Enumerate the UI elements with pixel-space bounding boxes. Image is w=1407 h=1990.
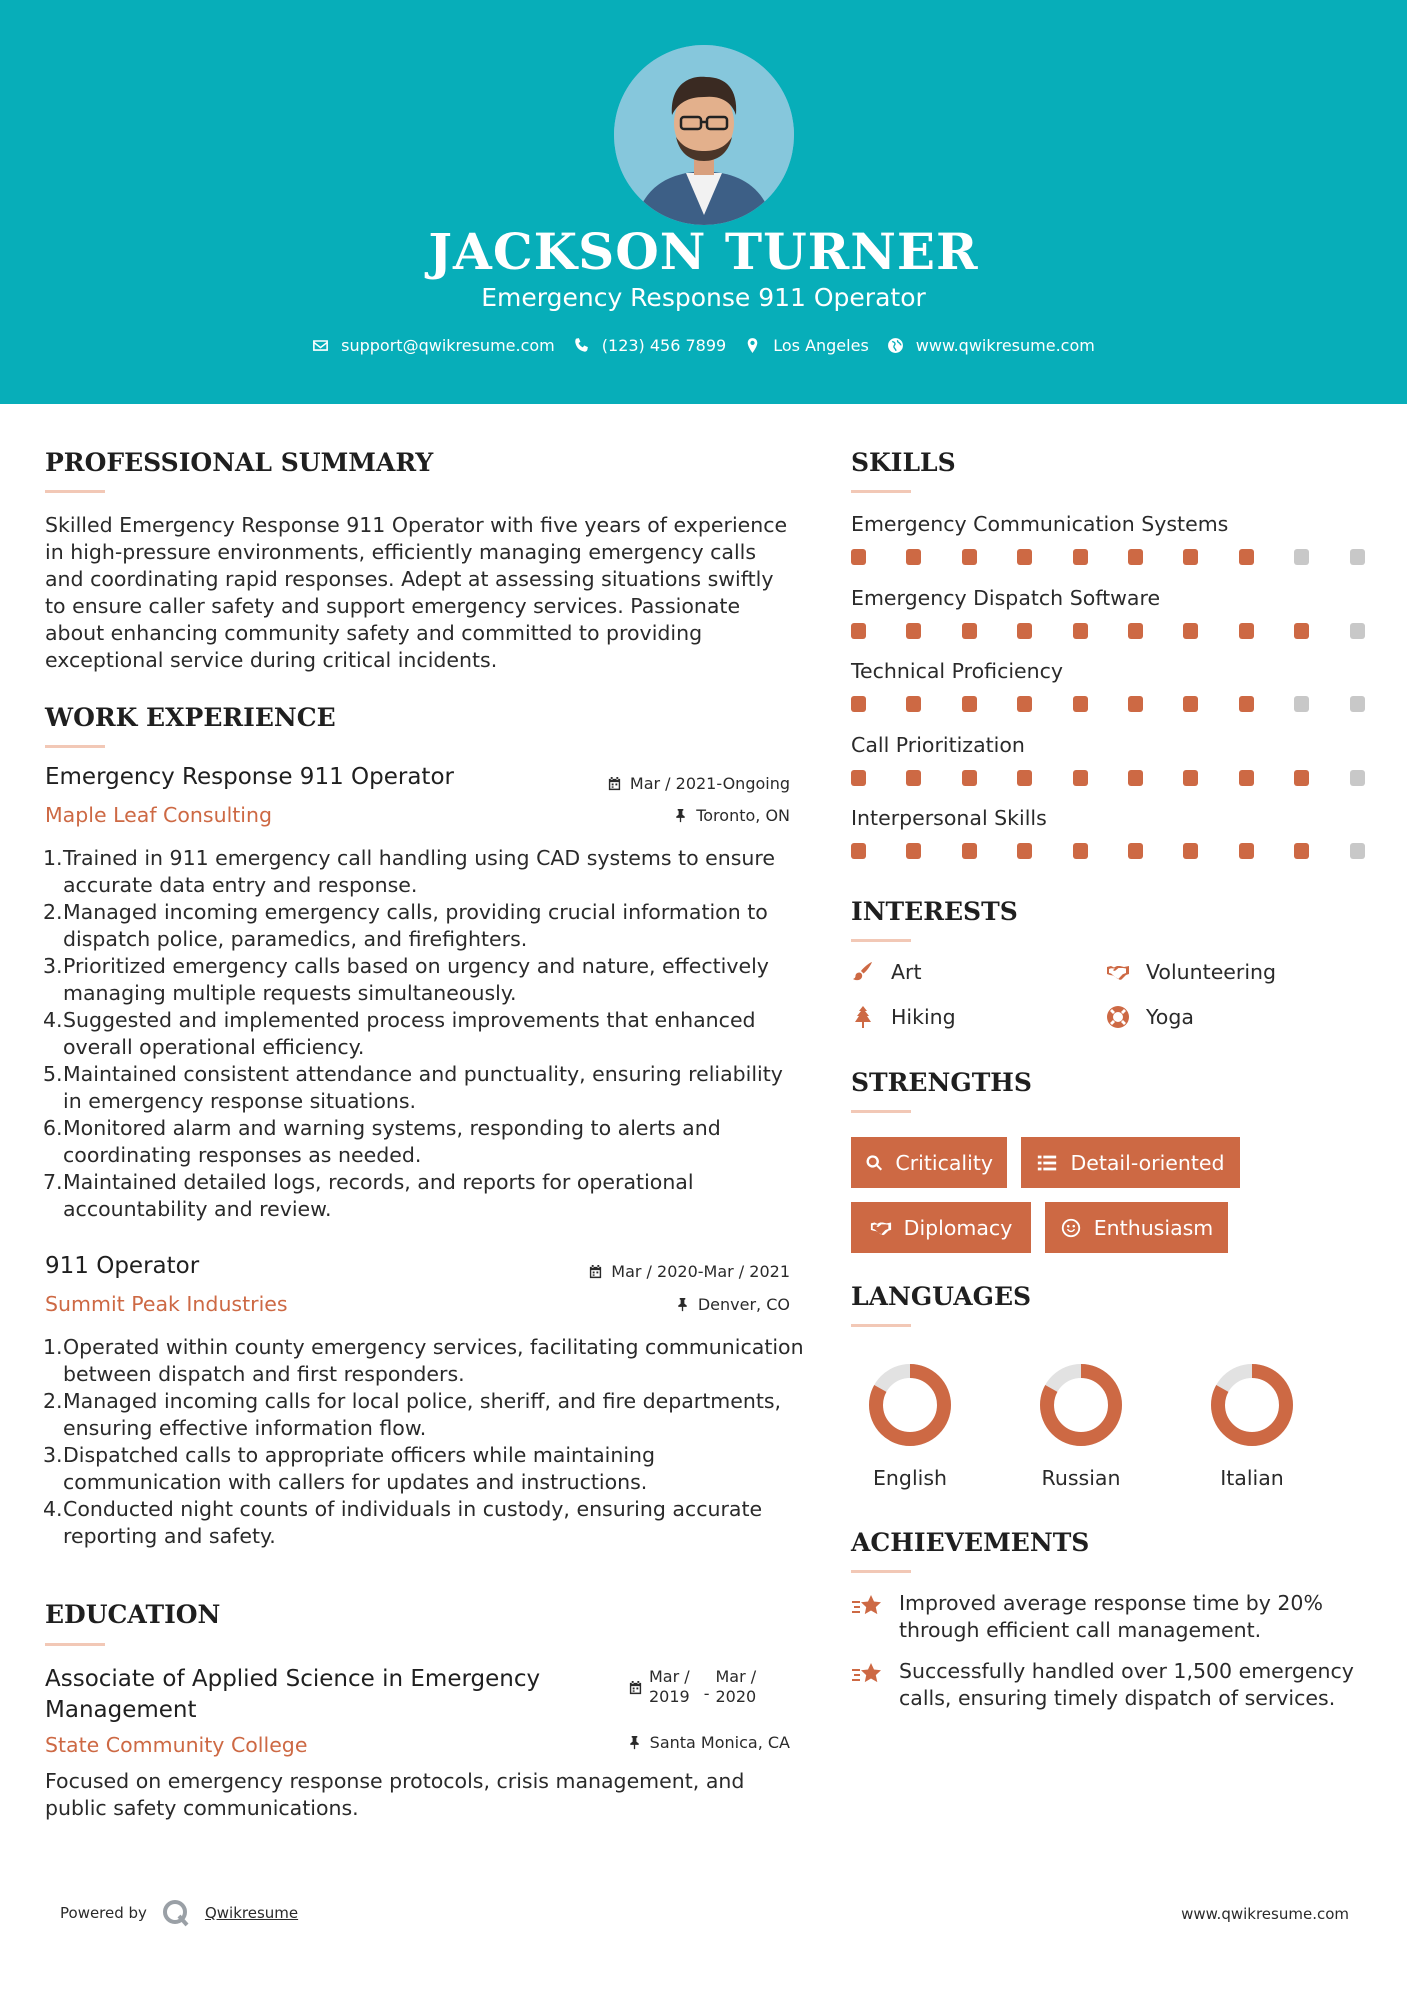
contact-email-text: support@qwikresume.com [341,336,555,355]
language-item [1187,1360,1317,1490]
lifebuoy-icon [1106,1005,1130,1029]
list-item-text: Maintained detailed logs, records, and reports for operational accountability and review. [63,1170,694,1221]
list-item: 3. Dispatched calls to appropriate officers while maintaining communication with callers for updates and instructions. [43,1443,656,1494]
calendar-icon [588,1264,603,1279]
strength-label: Enthusiasm [1093,1215,1214,1240]
languages-heading: LANGUAGES [851,1282,1032,1311]
contact-location [744,336,869,355]
list-item-text: Dispatched calls to appropriate officers while maintaining communication with callers for updates and instructions. [63,1443,656,1494]
education-end [716,1667,757,1707]
skill-dot [1128,843,1143,859]
interests-underline [851,939,911,942]
smile-icon [1060,1217,1082,1239]
achievement-text: Improved average response time by 20% through efficient call management. [899,1591,1323,1642]
strength-chip [851,1137,1007,1188]
list-item-text: Trained in 911 emergency call handling using CAD systems to ensure accurate data entry and response. [63,846,775,897]
language-proficiency-ring [865,1360,955,1450]
list-item-text: Prioritized emergency calls based on urgency and nature, effectively managing multiple requests simultaneously. [63,954,769,1005]
footer-branding [60,1898,298,1928]
contact-bar [0,336,1407,355]
skill-dot [1239,696,1254,712]
school-name: State Community College [45,1733,308,1757]
footer-website[interactable]: www.qwikresume.com [1181,1905,1349,1923]
skill-dot [851,623,866,639]
map-pin-icon [744,337,761,354]
job-location [675,1295,790,1314]
skill-dot [1128,623,1143,639]
education-start-month: Mar / [649,1667,690,1686]
skill-dot [1239,770,1254,786]
globe-icon [887,337,904,354]
list-item: 4. Suggested and implemented process improvements that enhanced overall operational efficiency. [43,1008,756,1059]
skill-dot [1128,770,1143,786]
strength-label: Criticality [895,1150,993,1175]
skill-dot [1073,770,1088,786]
list-item: 7. Maintained detailed logs, records, and reports for operational accountability and review. [43,1170,694,1221]
company-name: Maple Leaf Consulting [45,803,273,827]
handshake-icon [870,1217,892,1239]
skill-dot [851,696,866,712]
person-portrait-icon [614,45,794,225]
list-item: 2. Managed incoming emergency calls, providing crucial information to dispatch police, paramedics, and firefighters. [43,900,768,951]
list-item-text: Managed incoming emergency calls, providing crucial information to dispatch police, paramedics, and firefighters. [63,900,768,951]
search-icon [865,1152,883,1174]
skills-underline [851,490,911,493]
strength-label: Detail-oriented [1070,1150,1225,1175]
experience-heading: WORK EXPERIENCE [45,703,336,732]
skill-dot [1128,696,1143,712]
contact-phone-text: (123) 456 7899 [601,336,727,355]
envelope-icon [312,337,329,354]
calendar-icon [607,776,622,791]
education-end-month: Mar / [715,1667,757,1686]
list-item-text: Maintained consistent attendance and punctuality, ensuring reliability in emergency response situations. [63,1062,783,1113]
skill-dot [1073,843,1088,859]
star-award-icon [851,1660,883,1690]
skill-dot [962,696,977,712]
education-start [649,1667,690,1707]
list-item: 5. Maintained consistent attendance and punctuality, ensuring reliability in emergency response situations. [43,1062,783,1113]
achievement-text: Successfully handled over 1,500 emergency calls, ensuring timely dispatch of services. [899,1659,1354,1710]
skill-dot [1294,696,1309,712]
summary-heading: PROFESSIONAL SUMMARY [45,448,434,477]
phone-icon [573,337,590,354]
skill-name: Call Prioritization [851,732,1025,757]
skill-dot [851,843,866,859]
degree-title [45,1664,540,1726]
skill-rating [851,623,1371,639]
skill-dot [1183,623,1198,639]
job-dates-text: Mar / 2021-Ongoing [629,774,790,793]
list-item: 3. Prioritized emergency calls based on urgency and nature, effectively managing multiple requests simultaneously. [43,954,769,1005]
strength-chip [851,1202,1031,1253]
achievements-heading: ACHIEVEMENTS [851,1528,1090,1557]
job-dates [588,1262,790,1281]
experience-underline [45,745,105,748]
skill-dot [1017,549,1032,565]
degree-title-line: Management [45,1697,197,1723]
candidate-title: Emergency Response 911 Operator [481,283,926,312]
achievement-item [851,1658,1371,1712]
skill-dot [1294,843,1309,859]
degree-title-line: Associate of Applied Science in Emergency [45,1666,541,1692]
strength-chip [1045,1202,1228,1253]
skill-dot [1350,623,1365,639]
education-description: Focused on emergency response protocols, crisis management, and public safety communications. [45,1769,745,1820]
skill-dot [1183,843,1198,859]
education-location [627,1733,790,1752]
skill-dot [962,843,977,859]
skill-dot [906,696,921,712]
job-dates-text: Mar / 2020-Mar / 2021 [611,1262,790,1281]
skill-dot [906,843,921,859]
interest-item [851,1005,956,1029]
education-location-text: Santa Monica, CA [649,1733,790,1752]
list-item-text: Conducted night counts of individuals in custody, ensuring accurate reporting and safety. [63,1497,763,1548]
star-award-icon [851,1592,883,1622]
skill-dot [1017,843,1032,859]
tree-icon [851,1005,875,1029]
language-item [845,1360,975,1490]
resume-header [0,0,1407,404]
education-dates [628,1667,756,1707]
strengths-heading: STRENGTHS [851,1068,1032,1097]
skill-dot [1017,696,1032,712]
skill-dot [906,549,921,565]
interest-label: Yoga [1146,1005,1194,1029]
interest-item [1106,1005,1194,1029]
skill-dot [1239,843,1254,859]
skill-dot [962,770,977,786]
education-underline [45,1643,105,1646]
summary-text: Skilled Emergency Response 911 Operator with five years of experience in high-pressure environments, efficiently managing emergency calls and coordinating rapid responses. Adept at assessing situations swiftly to ensure caller safety and support emergency services. Passionate about enhancing community safety and committed to providing exceptional service during critical incidents. [45,513,788,672]
achievements-underline [851,1570,911,1573]
calendar-icon [628,1680,643,1695]
job-location-text: Toronto, ON [696,806,790,825]
skill-dot [1073,696,1088,712]
list-item-text: Monitored alarm and warning systems, responding to alerts and coordinating responses as needed. [63,1116,721,1167]
skill-dot [851,549,866,565]
summary-underline [45,490,105,493]
contact-location-text: Los Angeles [773,336,869,355]
powered-by-text: Powered by [60,1904,147,1922]
list-item: 2. Managed incoming calls for local police, sheriff, and fire departments, ensuring effective information flow. [43,1389,782,1440]
profile-photo [614,45,794,225]
education-start-year: 2019 [649,1687,690,1706]
skill-dot [1183,696,1198,712]
job-title: 911 Operator [45,1253,200,1279]
skill-dot [1350,843,1365,859]
handshake-icon [1106,960,1130,984]
interests-heading: INTERESTS [851,897,1018,926]
interest-label: Volunteering [1146,960,1277,984]
pushpin-icon [627,1735,642,1750]
skill-rating [851,843,1371,859]
interest-label: Hiking [891,1005,956,1029]
strength-label: Diplomacy [903,1215,1013,1240]
job-dates [607,774,790,793]
skill-rating [851,770,1371,786]
skill-dot [1294,549,1309,565]
language-proficiency-ring [1036,1360,1126,1450]
skill-dot [1183,549,1198,565]
skill-name: Emergency Communication Systems [851,512,1229,536]
language-proficiency-ring [1207,1360,1297,1450]
language-name: Russian [1041,1466,1121,1490]
strengths-underline [851,1110,911,1113]
contact-website[interactable] [887,336,1095,355]
pushpin-icon [673,808,688,823]
job-responsibilities [45,845,805,1223]
job-location [673,806,790,825]
list-item-text: Managed incoming calls for local police, sheriff, and fire departments, ensuring effective information flow. [63,1389,782,1440]
interest-item [1106,960,1276,984]
list-item: 1. Trained in 911 emergency call handling using CAD systems to ensure accurate data entry and response. [43,846,775,897]
skill-rating [851,549,1371,565]
education-heading: EDUCATION [45,1600,221,1629]
skill-dot [1239,623,1254,639]
list-item: 1. Operated within county emergency services, facilitating communication between dispatch and first responders. [43,1335,804,1386]
skill-dot [851,770,866,786]
skill-dot [906,770,921,786]
pushpin-icon [675,1297,690,1312]
contact-phone[interactable] [573,336,726,355]
candidate-name: JACKSON TURNER [428,222,979,281]
skill-dot [962,549,977,565]
qwikresume-logo-icon [161,1898,191,1928]
skill-dot [1294,770,1309,786]
strength-chip [1021,1137,1240,1188]
skill-rating [851,696,1371,712]
skill-dot [1239,549,1254,565]
skills-heading: SKILLS [851,448,956,477]
languages-underline [851,1324,911,1327]
qwikresume-link[interactable]: Qwikresume [204,1904,299,1922]
skill-dot [1073,623,1088,639]
interest-label: Art [891,960,922,984]
paintbrush-icon [851,960,875,984]
list-item-text: Operated within county emergency services, facilitating communication between dispatch and first responders. [63,1335,804,1386]
job-responsibilities [45,1334,805,1550]
list-item: 6. Monitored alarm and warning systems, responding to alerts and coordinating responses as needed. [43,1116,721,1167]
achievement-item [851,1590,1371,1644]
skill-dot [1350,770,1365,786]
skill-dot [1350,696,1365,712]
education-end-year: 2020 [715,1687,757,1706]
education-dash: - [703,1684,710,1703]
company-name: Summit Peak Industries [45,1292,288,1316]
language-item [1016,1360,1146,1490]
skill-dot [1073,549,1088,565]
language-name: English [872,1466,948,1490]
list-item-text: Suggested and implemented process improvements that enhanced overall operational efficiency. [63,1008,756,1059]
skill-name: Technical Proficiency [851,659,1064,683]
list-item: 4. Conducted night counts of individuals in custody, ensuring accurate reporting and safety. [43,1497,763,1548]
skill-dot [1183,770,1198,786]
skill-dot [1017,770,1032,786]
skill-dot [1017,623,1032,639]
job-location-text: Denver, CO [697,1295,790,1314]
skill-dot [1294,623,1309,639]
language-name: Italian [1220,1466,1284,1490]
skill-dot [1128,549,1143,565]
skill-dot [906,623,921,639]
skill-name: Interpersonal Skills [851,806,1047,830]
contact-email[interactable] [312,336,555,355]
job-title: Emergency Response 911 Operator [45,764,454,790]
list-icon [1036,1152,1058,1174]
contact-website-text: www.qwikresume.com [915,336,1095,355]
skill-name: Emergency Dispatch Software [851,585,1161,610]
interest-item [851,960,922,984]
skill-dot [962,623,977,639]
skill-dot [1350,549,1365,565]
